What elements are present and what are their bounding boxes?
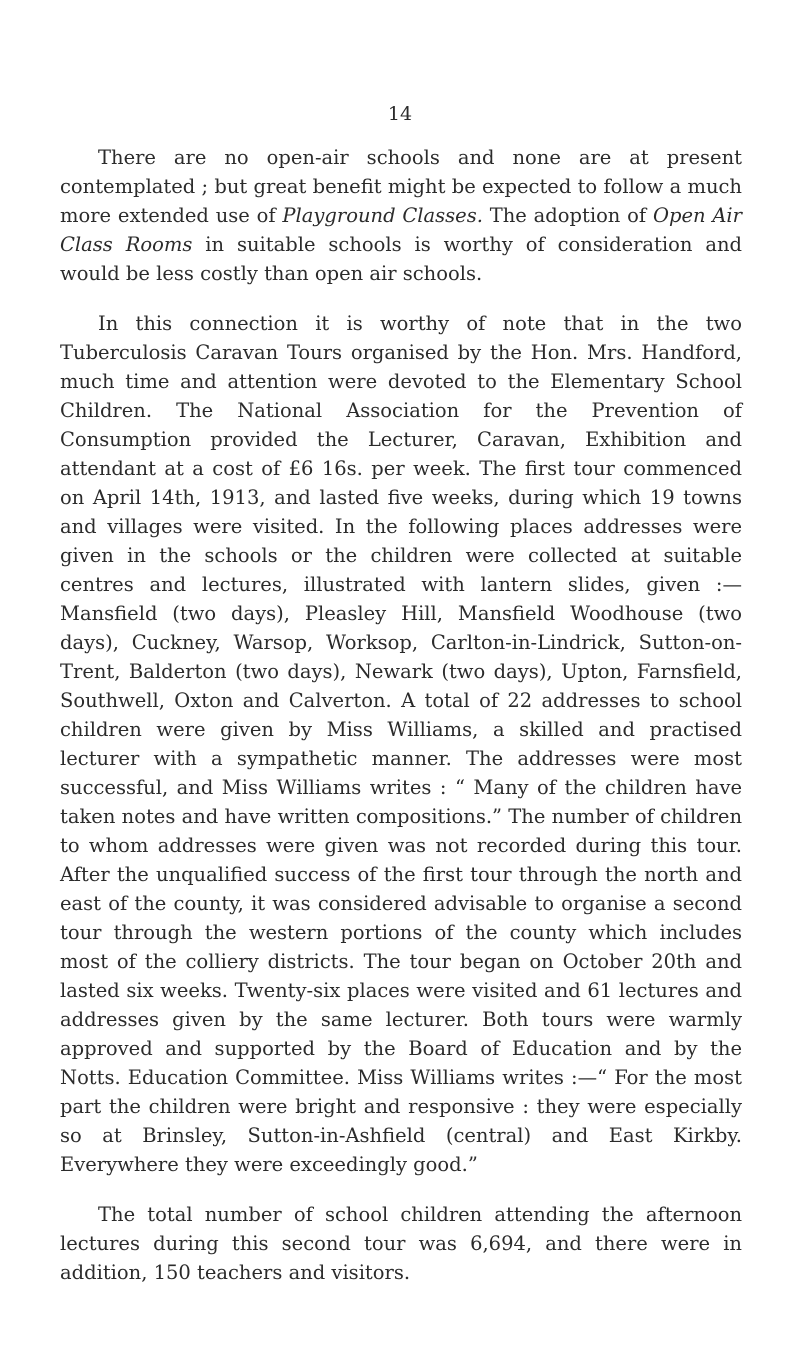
paragraph-text: There are no open-air schools and none are at present contemplated ; but great benefit might be expected to follow a much more extended use of (60, 146, 742, 227)
paragraph-caravan-tours: In this connection it is worthy of note that in the two Tuberculosis Caravan Tours organised by the Hon. Mrs. Handford, much time and attention were devoted to the Elementary School Children. The National Association for the Prevention of Consumption provided the Lecturer, Caravan, Exhibition and attendant at a cost of £6 16s. per week. The first tour commenced on April 14th, 1913, and lasted five weeks, during which 19 towns and villages were visited. In the following places addresses were given in the schools or the children were collected at suitable centres and lectures, illustrated with lantern slides, given :—Mansfield (two days), Pleasley Hill, Mansfield Woodhouse (two days), Cuckney, Warsop, Worksop, Carlton-in-Lindrick, Sutton-on-Trent, Balderton (two days), Newark (two days), Upton, Farnsfield, Southwell, Oxton and Calverton. A total of 22 addresses to school children were given by Miss Williams, a skilled and practised lecturer with a sympathetic manner. The addresses were most successful, and Miss Williams writes : “ Many of the children have taken notes and have written compositions.” The number of children to whom addresses were given was not recorded during this tour. After the unqualified success of the first tour through the north and east of the county, it was considered advisable to organise a second tour through the western portions of the county which includes most of the colliery districts. The tour began on October 20th and lasted six weeks. Twenty-six places were visited and 61 lectures and addresses given by the same lecturer. Both tours were warmly approved and supported by the Board of Education and by the Notts. Education Committee. Miss Williams writes :—“ For the most part the children were bright and responsive : they were especially so at Brinsley, Sutton-in-Ashfield (central) and East Kirkby. Everywhere they were exceedingly good.” (60, 312, 742, 1176)
paragraph-text: The adoption of (482, 204, 653, 227)
emphasis-open-air-class-rooms: Open Air Class Rooms (60, 204, 742, 256)
paragraph-attendance-total: The total number of school children attending the afternoon lectures during this second tour was 6,694, and there were in addition, 150 teachers and visitors. (60, 1203, 742, 1284)
paragraph-text: in suitable schools is worthy of consideration and would be less costly than open air schools. (60, 233, 742, 285)
page-body (60, 143, 742, 1287)
page-number: 14 (387, 103, 413, 125)
paragraph-open-air-schools (60, 143, 742, 288)
emphasis-playground-classes: Playground Classes. (282, 204, 483, 227)
